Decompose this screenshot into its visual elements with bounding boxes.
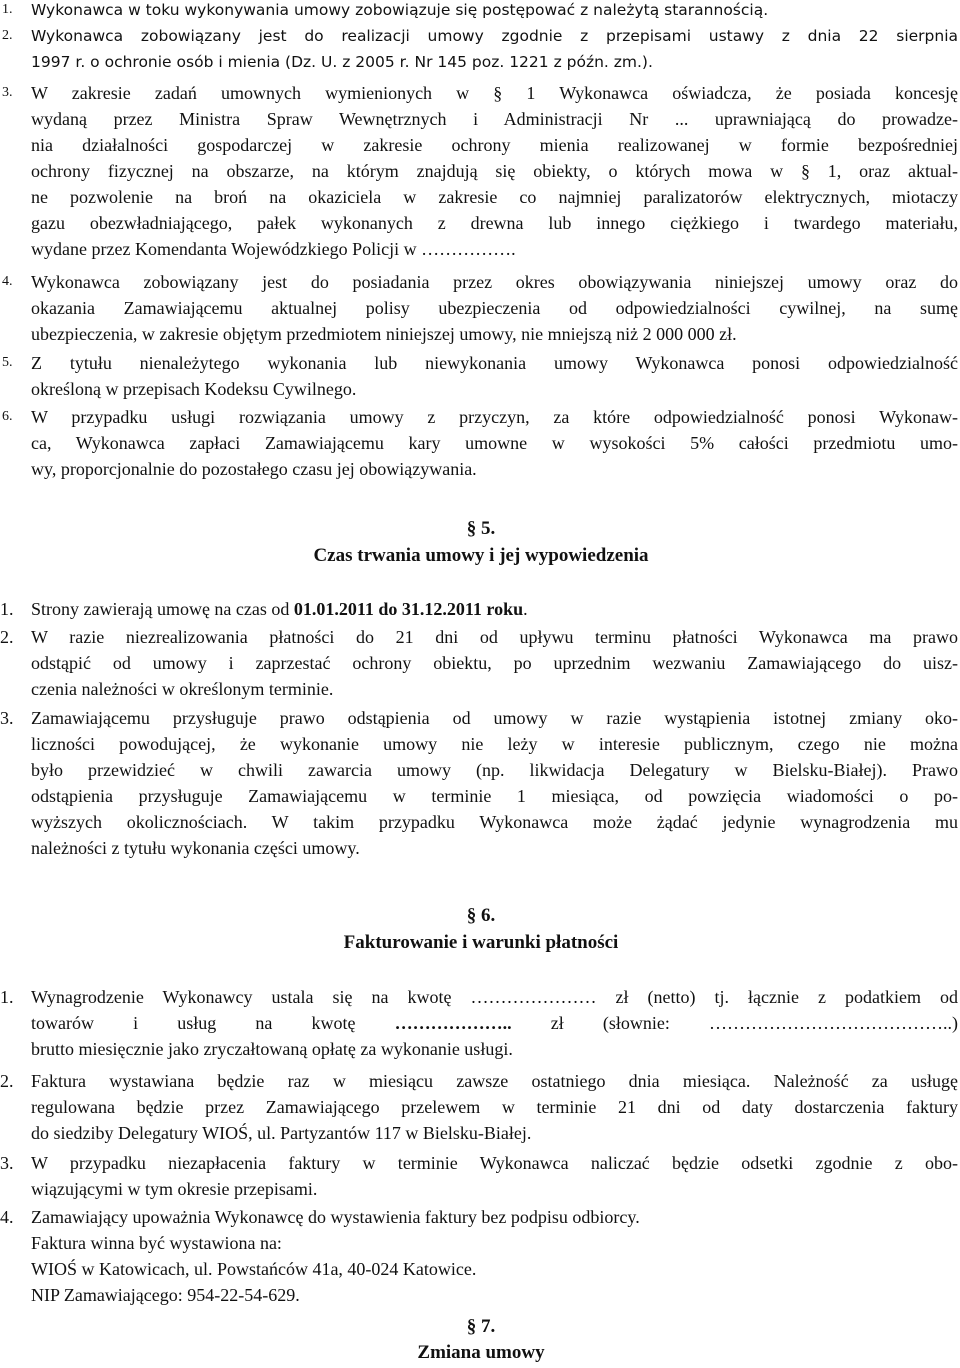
item-number: 3. <box>0 1153 14 1173</box>
item-text: ne pozwolenie na broń na okaziciela w zakresie co najmniej paralizatorów elektrycznych, miotaczy <box>31 187 958 207</box>
item-text: odstąpić od umowy i zaprzestać ochrony obiektu, po uprzednim wezwaniu Zamawiającego do uisz- <box>31 653 958 673</box>
item-text: gazu obezwładniającego, pałek wykonanych z drewna lub innego ciężkiego i twardego materiału, <box>31 213 958 233</box>
item-text: nia działalności gospodarczej w zakresie ochrony mienia realizowanej w formie bezpośredniej <box>31 135 958 155</box>
paragraph-6-item-4 <box>0 1204 958 1308</box>
item-text: regulowana będzie przez Zamawiającego przelewem w terminie 21 dni od daty dostarczenia faktury <box>31 1097 958 1117</box>
section-5-number: § 5. <box>466 518 496 539</box>
paragraph-6-item-3 <box>0 1150 958 1202</box>
item-text: ca, Wykonawca zapłaci Zamawiającemu kary umowne w wysokości 5% całości przedmiotu umo- <box>31 433 958 453</box>
item-text <box>31 596 958 622</box>
paragraph-4-item-3 <box>0 80 958 262</box>
item-text: Wykonawca zobowiązany jest do realizacji umowy zgodnie z przepisami ustawy z dnia 22 sierpnia <box>31 27 958 45</box>
item-text-part: . <box>523 599 528 619</box>
paragraph-5-item-1 <box>0 596 958 622</box>
item-text: Faktura wystawiana będzie raz w miesiącu zawsze ostatniego dnia miesiąca. Należność za usługę <box>31 1071 958 1091</box>
item-text: 1997 r. o ochronie osób i mienia (Dz. U. z 2005 r. Nr 145 poz. 1221 z późn. zm.). <box>31 53 653 71</box>
invoice-recipient-label: Faktura winna być wystawiona na: <box>31 1233 282 1253</box>
item-text: Zamawiający upoważnia Wykonawcę do wystawienia faktury bez podpisu odbiorcy. <box>31 1207 640 1227</box>
item-text: było przewidzieć w chwili zawarcia umowy (np. likwidacja Delegatury w Bielsku-Białej). Prawo <box>31 760 958 780</box>
item-text: wydane przez Komendanta Wojewódzkiego Policji w ……………. <box>31 239 516 259</box>
paragraph-5-item-3 <box>0 705 958 861</box>
invoice-recipient-address: WIOŚ w Katowicach, ul. Powstańców 41a, 40-024 Katowice. <box>31 1259 477 1279</box>
section-6-title: Fakturowanie i warunki płatności <box>343 932 619 953</box>
item-number: 1. <box>0 987 14 1007</box>
item-number: 4. <box>0 1207 14 1227</box>
paragraph-6-item-2 <box>0 1068 958 1146</box>
item-text: W zakresie zadań umownych wymienionych w § 1 Wykonawca oświadcza, że posiada koncesję <box>31 83 958 103</box>
paragraph-4-item-5 <box>0 350 958 402</box>
paragraph-5-item-2 <box>0 624 958 702</box>
paragraph-4-item-2 <box>0 23 958 75</box>
item-text: odstąpienia przysługuje Zamawiającemu w terminie 1 miesiąca, od powzięcia wiadomości o po- <box>31 786 958 806</box>
item-number: 5. <box>2 355 13 370</box>
item-text: W przypadku usługi rozwiązania umowy z przyczyn, za które odpowiedzialność ponosi Wykonaw- <box>31 407 958 427</box>
section-6-number: § 6. <box>466 905 496 926</box>
item-text: ochrony fizycznej na obszarze, na którym znajdują się obiekty, o których mowa w § 1, oraz aktual- <box>31 161 958 181</box>
item-text <box>31 1010 958 1036</box>
section-7-title: Zmiana umowy <box>417 1342 545 1363</box>
item-text: Wykonawca zobowiązany jest do posiadania przez okres obowiązywania niniejszej umowy oraz do <box>31 272 958 292</box>
item-number: 1. <box>0 599 14 619</box>
item-text: wydaną przez Ministra Spraw Wewnętrznych i Administracji Nr ... uprawniającą do prowadze- <box>31 109 958 129</box>
item-text: czenia należności w określonym terminie. <box>31 679 334 699</box>
item-text: Wynagrodzenie Wykonawcy ustala się na kwotę ………………… zł (netto) tj. łącznie z podatkiem od <box>31 987 958 1007</box>
item-text: wyższych okolicznościach. W takim przypadku Wykonawca może żądać jedynie wynagrodzenia mu <box>31 812 958 832</box>
invoice-recipient-nip: NIP Zamawiającego: 954-22-54-629. <box>31 1285 300 1305</box>
item-text: wy, proporcjonalnie do pozostałego czasu jej obowiązywania. <box>31 459 477 479</box>
item-number: 2. <box>0 627 14 647</box>
item-number: 3. <box>0 708 14 728</box>
item-text: W przypadku niezapłacenia faktury w terminie Wykonawca naliczać będzie odsetki zgodnie z obo- <box>31 1153 958 1173</box>
item-text: Z tytułu nienależytego wykonania lub niewykonania umowy Wykonawca ponosi odpowiedzialność <box>31 353 958 373</box>
item-text: Wykonawca w toku wykonywania umowy zobowiązuje się postępować z należytą starannością. <box>31 1 769 19</box>
item-text: określoną w przepisach Kodeksu Cywilnego. <box>31 379 357 399</box>
item-text: liczności powodującej, że wykonanie umowy nie leży w interesie publicznym, czego nie można <box>31 734 958 754</box>
item-number: 6. <box>2 409 13 424</box>
item-text: należności z tytułu wykonania części umowy. <box>31 838 360 858</box>
section-7-number: § 7. <box>466 1316 496 1337</box>
paragraph-4-item-6 <box>0 404 958 482</box>
item-number: 3. <box>2 85 13 100</box>
item-text: okazania Zamawiającemu aktualnej polisy ubezpieczenia od odpowiedzialności cywilnej, na sumę <box>31 298 958 318</box>
item-number: 4. <box>2 274 13 289</box>
contract-period: 01.01.2011 do 31.12.2011 roku <box>293 599 524 619</box>
item-number: 2. <box>0 1071 14 1091</box>
paragraph-6-item-1 <box>0 984 958 1062</box>
paragraph-4-item-4 <box>0 269 958 347</box>
item-number: 2. <box>2 28 13 43</box>
gross-amount-blank: ……………….. <box>394 1013 512 1033</box>
item-text-part: zł (słownie: …………………………………..) <box>511 1013 958 1033</box>
item-text: ubezpieczenia, w zakresie objętym przedmiotem niniejszej umowy, nie mniejszą niż 2 000 000 zł. <box>31 324 737 344</box>
item-text: Zamawiającemu przysługuje prawo odstąpienia od umowy w razie wystąpienia istotnej zmiany oko- <box>31 708 958 728</box>
item-text-part: Strony zawierają umowę na czas od <box>31 599 294 619</box>
item-text: W razie niezrealizowania płatności do 21 dni od upływu terminu płatności Wykonawca ma prawo <box>31 627 958 647</box>
item-text: brutto miesięcznie jako zryczałtowaną opłatę za wykonanie usługi. <box>31 1039 513 1059</box>
item-text-part: towarów i usług na kwotę <box>31 1013 395 1033</box>
item-text: do siedziby Delegatury WIOŚ, ul. Partyzantów 117 w Bielsku-Białej. <box>31 1123 532 1143</box>
paragraph-4-item-1 <box>0 0 958 23</box>
item-number: 1. <box>2 2 13 17</box>
section-5-title: Czas trwania umowy i jej wypowiedzenia <box>313 545 649 566</box>
item-text: wiązującymi w tym okresie przepisami. <box>31 1179 318 1199</box>
